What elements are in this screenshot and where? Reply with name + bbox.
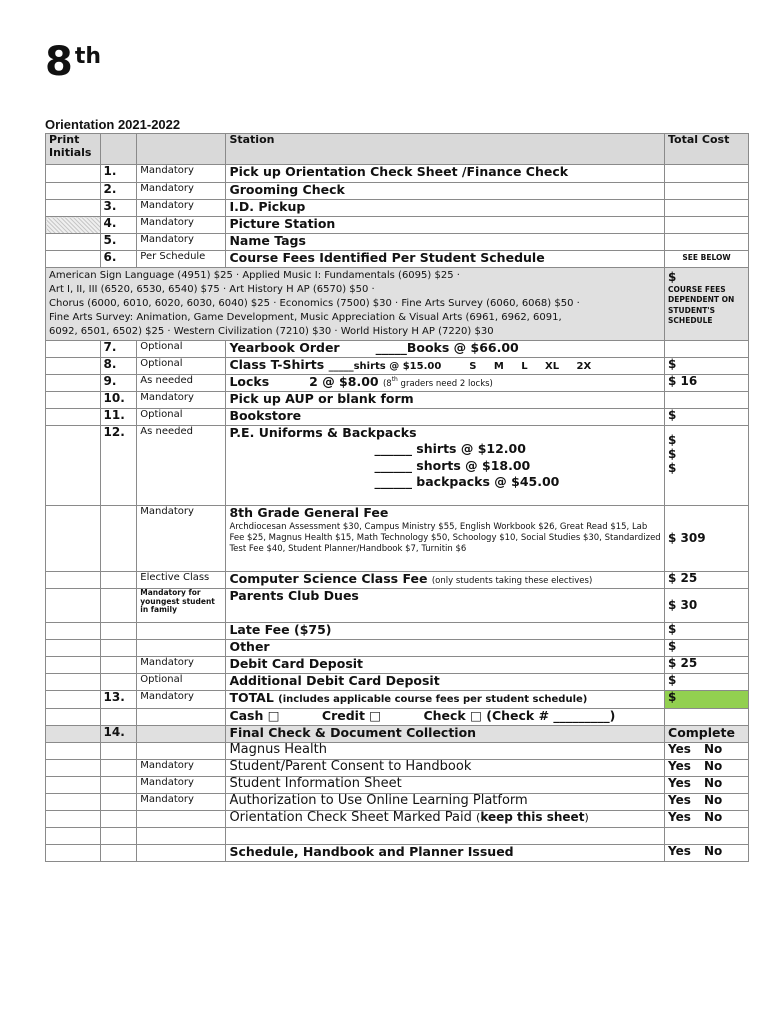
initials-cell[interactable] xyxy=(46,234,101,251)
yes-option[interactable]: Yes xyxy=(668,793,691,807)
initials-cell[interactable] xyxy=(46,572,101,589)
table-row: 4. Mandatory Picture Station xyxy=(46,217,749,234)
col-station: Station xyxy=(226,134,665,165)
table-row: 12. As needed P.E. Uniforms & Backpacks ______ shirts @ $12.00 ______ shorts @ $18.00 ______ backpacks @ $45.00 $ $ $ xyxy=(46,426,749,506)
table-row: Other $ xyxy=(46,640,749,657)
no-option[interactable]: No xyxy=(704,793,723,807)
total-row: 13. Mandatory TOTAL (includes applicable course fees per student schedule) $ xyxy=(46,691,749,709)
initials-cell[interactable] xyxy=(46,691,101,709)
table-row: 2. Mandatory Grooming Check xyxy=(46,183,749,200)
no-option[interactable]: No xyxy=(704,742,723,756)
initials-cell[interactable] xyxy=(46,426,101,506)
initials-cell[interactable] xyxy=(46,409,101,426)
spacer-row xyxy=(46,828,749,845)
yes-option[interactable]: Yes xyxy=(668,776,691,790)
yes-option[interactable]: Yes xyxy=(668,844,691,858)
table-row: Mandatory Debit Card Deposit $ 25 xyxy=(46,657,749,674)
initials-cell[interactable] xyxy=(46,657,101,674)
table-row: 3. Mandatory I.D. Pickup xyxy=(46,200,749,217)
no-option[interactable]: No xyxy=(704,844,723,858)
initials-cell[interactable] xyxy=(46,623,101,640)
initials-cell[interactable] xyxy=(46,217,101,234)
yes-option[interactable]: Yes xyxy=(668,742,691,756)
document-row: Schedule, Handbook and Planner Issued Yes No xyxy=(46,845,749,862)
check-checkbox[interactable]: Check □ (Check # _________) xyxy=(423,708,616,723)
no-option[interactable]: No xyxy=(704,810,723,824)
table-row: 11. Optional Bookstore $ xyxy=(46,409,749,426)
col-initials: Print Initials xyxy=(46,134,101,165)
orientation-table xyxy=(45,133,749,862)
table-row: 1. Mandatory Pick up Orientation Check Sheet /Finance Check xyxy=(46,165,749,183)
grade-heading: 8th xyxy=(45,39,102,85)
document-row: Magnus Health Yes No xyxy=(46,743,749,760)
initials-cell[interactable] xyxy=(46,165,101,183)
document-row: Orientation Check Sheet Marked Paid (keep this sheet) Yes No xyxy=(46,811,749,828)
initials-cell[interactable] xyxy=(46,200,101,217)
table-row: 9. As needed Locks 2 @ $8.00 (8th graders need 2 locks) $ 16 xyxy=(46,375,749,392)
page-subtitle: Orientation 2021-2022 xyxy=(45,117,181,132)
no-option[interactable]: No xyxy=(704,776,723,790)
table-row: Mandatory 8th Grade General Fee Archdiocesan Assessment $30, Campus Ministry $55, English Workbook $26, Great Read $15, Lab Fee $25, Magnus Health $15, Math Technology $50, Schoology $10, Social Studies $30, Standardized Test Fee $40, Student Planner/Handbook $7, Turnitin $6 $ 309 xyxy=(46,506,749,572)
no-option[interactable]: No xyxy=(704,759,723,773)
initials-cell[interactable] xyxy=(46,251,101,268)
initials-cell[interactable] xyxy=(46,640,101,657)
cash-checkbox[interactable]: Cash □ xyxy=(229,708,280,723)
initials-cell[interactable] xyxy=(46,674,101,691)
table-row: Mandatory for youngest student in family Parents Club Dues $ 30 xyxy=(46,589,749,623)
initials-cell[interactable] xyxy=(46,341,101,358)
initials-cell[interactable] xyxy=(46,589,101,623)
total-amount-field[interactable]: $ xyxy=(665,691,749,709)
credit-checkbox[interactable]: Credit □ xyxy=(321,708,382,723)
course-fees-row: American Sign Language (4951) $25 · Applied Music I: Fundamentals (6095) $25 · Art I, II, III (6520, 6530, 6540) $75 · Art History H AP (6570) $50 · Chorus (6000, 6010, 6020, 6030, 6040) $25 · Economics (7500) $30 · Fine Arts Survey (6060, 6068) $50 · Fine Arts Survey: Animation, Game Development, Music Appreciation & Visual Arts (6961, 6962, 6091, 6092, 6501, 6502) $25 · Western Civilization (7210) $30 · World History H AP (7220) $30 $ COURSE FEES DEPENDENT ON STUDENT'S SCHEDULE xyxy=(46,268,749,341)
table-row: 7. Optional Yearbook Order _____Books @ $66.00 xyxy=(46,341,749,358)
final-check-row: 14. Final Check & Document Collection Complete xyxy=(46,726,749,743)
table-row: Optional Additional Debit Card Deposit $ xyxy=(46,674,749,691)
initials-cell[interactable] xyxy=(46,375,101,392)
col-total-cost: Total Cost xyxy=(665,134,749,165)
table-row: Late Fee ($75) $ xyxy=(46,623,749,640)
initials-cell[interactable] xyxy=(46,183,101,200)
table-row: 6. Per Schedule Course Fees Identified Per Student Schedule SEE BELOW xyxy=(46,251,749,268)
initials-cell[interactable] xyxy=(46,358,101,375)
initials-cell[interactable] xyxy=(46,506,101,572)
document-row: Mandatory Student/Parent Consent to Handbook Yes No xyxy=(46,760,749,777)
table-row: 5. Mandatory Name Tags xyxy=(46,234,749,251)
course-fee-list: American Sign Language (4951) $25 · Applied Music I: Fundamentals (6095) $25 · Art I, II, III (6520, 6530, 6540) $75 · Art History H AP (6570) $50 · Chorus (6000, 6010, 6020, 6030, 6040) $25 · Economics (7500) $30 · Fine Arts Survey (6060, 6068) $50 · Fine Arts Survey: Animation, Game Development, Music Appreciation & Visual Arts (6961, 6962, 6091, 6092, 6501, 6502) $25 · Western Civilization (7210) $30 · World History H AP (7220) $30 xyxy=(46,268,665,341)
table-row: 8. Optional Class T-Shirts _____shirts @ $15.00 S M L XL 2X $ xyxy=(46,358,749,375)
table-header xyxy=(46,134,749,165)
initials-cell[interactable] xyxy=(46,392,101,409)
document-row: Mandatory Student Information Sheet Yes No xyxy=(46,777,749,794)
yes-option[interactable]: Yes xyxy=(668,810,691,824)
table-row: 10. Mandatory Pick up AUP or blank form xyxy=(46,392,749,409)
table-row: Elective Class Computer Science Class Fee (only students taking these electives) $ 25 xyxy=(46,572,749,589)
document-row: Mandatory Authorization to Use Online Learning Platform Yes No xyxy=(46,794,749,811)
yes-option[interactable]: Yes xyxy=(668,759,691,773)
payment-row xyxy=(46,709,749,726)
